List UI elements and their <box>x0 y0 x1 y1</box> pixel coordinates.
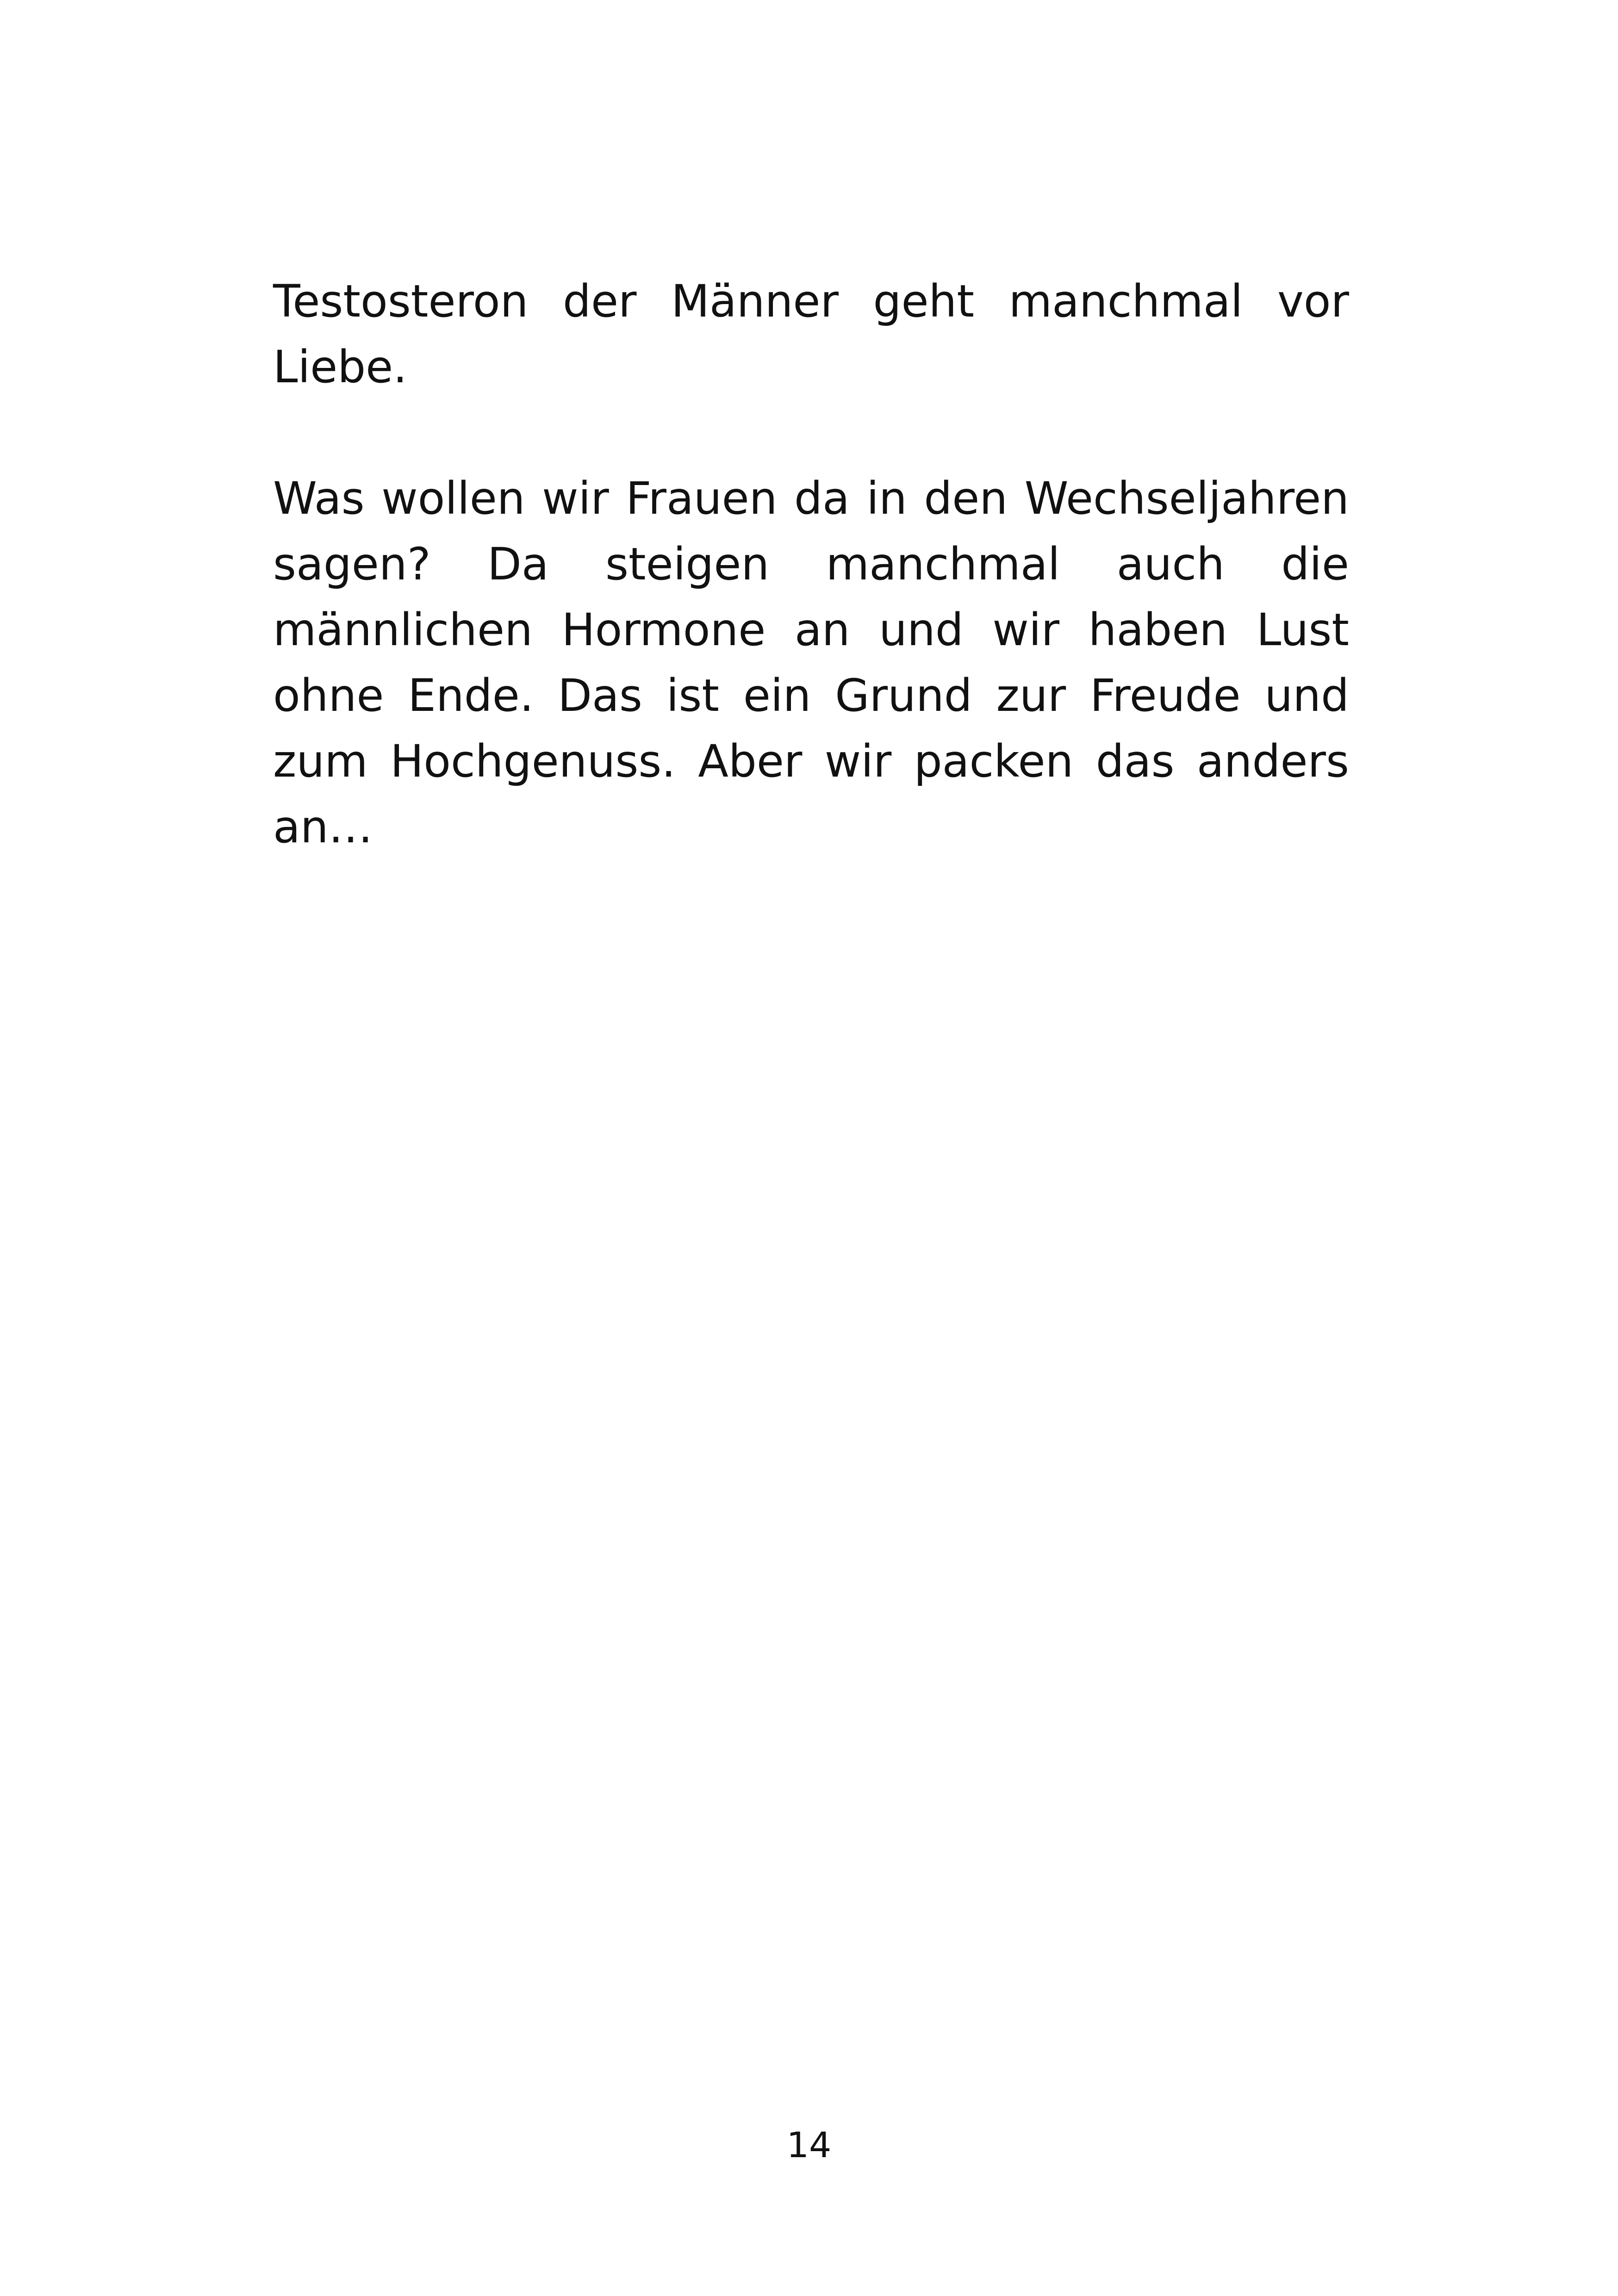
paragraph-1: Testosteron der Männer geht manchmal vor Liebe. <box>273 275 1349 393</box>
page-number: 14 <box>786 2124 832 2165</box>
paragraph-2: Was wollen wir Frauen da in den Wechseljahren sagen? Da steigen manchmal auch die männlichen Hormone an und wir haben Lust ohne Ende. Das ist ein Grund zur Freude und zum Hochgenuss. Aber wir packen das anders an… <box>273 473 1349 853</box>
body-text <box>273 268 1349 860</box>
